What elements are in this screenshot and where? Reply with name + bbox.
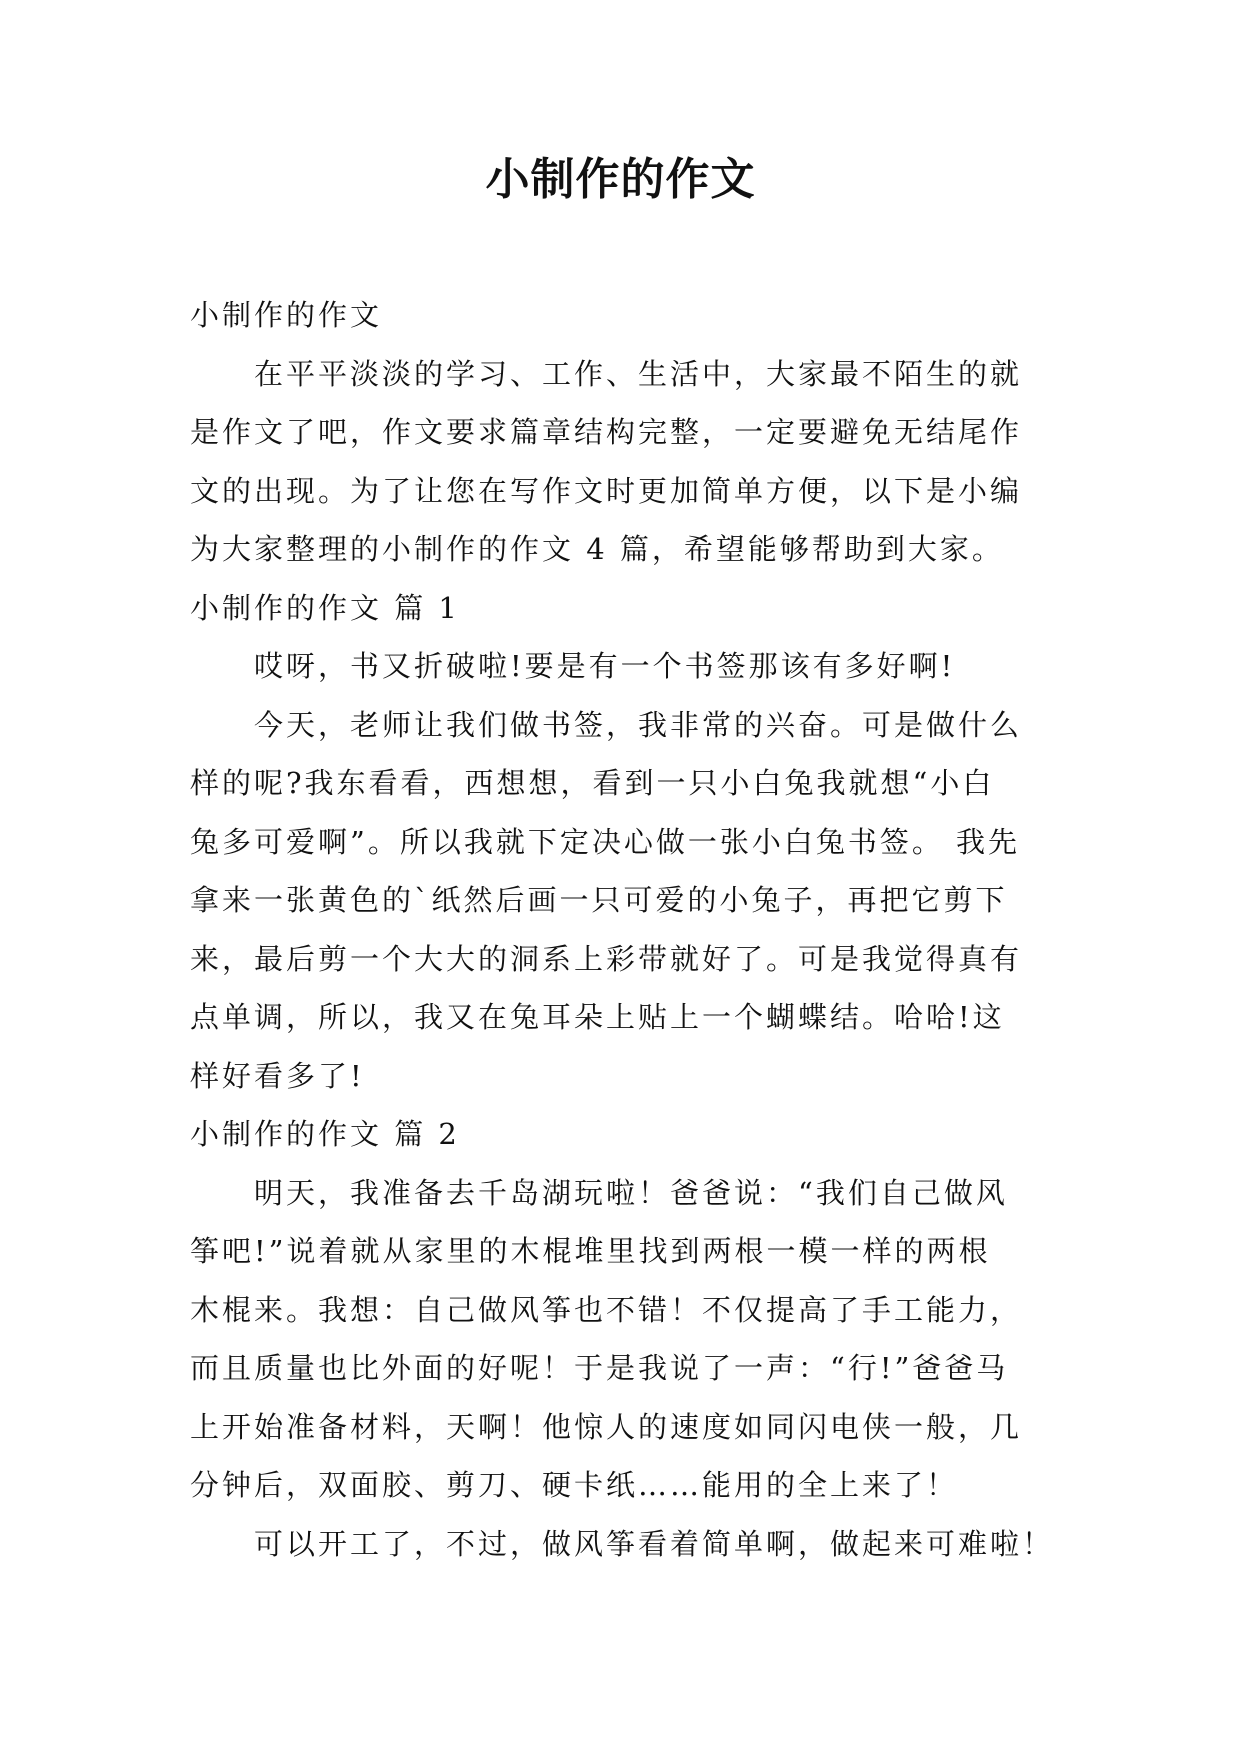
text-line: 点单调，所以，我又在兔耳朵上贴上一个蝴蝶结。哈哈!这 xyxy=(190,1000,1005,1034)
text-line: 是作文了吧，作文要求篇章结构完整，一定要避免无结尾作 xyxy=(190,415,1023,449)
document-title: 小制作的作文 xyxy=(485,154,756,205)
text-line: 小制作的作文 篇 1 xyxy=(190,590,460,625)
text-line: 来，最后剪一个大大的洞系上彩带就好了。可是我觉得真有 xyxy=(190,941,1023,976)
text-line: 分钟后，双面胶、剪刀、硬卡纸……能用的全上来了！ xyxy=(190,1468,959,1502)
text-line: 小制作的作文 篇 2 xyxy=(190,1117,460,1151)
text-line: 筝吧!”说着就从家里的木棍堆里找到两根一模一样的两根 xyxy=(190,1234,991,1268)
text-line: 而且质量也比外面的好呢！于是我说了一声：“行!”爸爸马 xyxy=(190,1351,1009,1385)
text-line: 上开始准备材料，天啊！他惊人的速度如同闪电侠一般，几 xyxy=(190,1409,1023,1444)
text-line: 样的呢?我东看看，西想想，看到一只小白兔我就想“小白 xyxy=(190,766,995,800)
text-line: 明天，我准备去千岛湖玩啦！爸爸说：“我们自己做风 xyxy=(254,1175,1008,1210)
text-line: 样好看多了! xyxy=(190,1058,365,1093)
text-line: 在平平淡淡的学习、工作、生活中，大家最不陌生的就 xyxy=(254,356,1023,391)
text-line: 木棍来。我想：自己做风筝也不错！不仅提高了手工能力， xyxy=(190,1292,1023,1327)
text-line: 拿来一张黄色的`纸然后画一只可爱的小兔子，再把它剪下 xyxy=(190,883,1008,917)
text-line: 今天，老师让我们做书签，我非常的兴奋。可是做什么 xyxy=(254,707,1023,742)
document-body xyxy=(190,286,1055,1573)
text-line: 可以开工了，不过，做风筝看着简单啊，做起来可难啦！ xyxy=(254,1526,1055,1561)
text-line: 哎呀，书又折破啦!要是有一个书签那该有多好啊! xyxy=(254,649,956,683)
text-line: 小制作的作文 xyxy=(190,298,383,332)
text-line: 文的出现。为了让您在写作文时更加简单方便，以下是小编 xyxy=(190,473,1023,508)
text-line: 兔多可爱啊”。所以我就下定决心做一张小白兔书签。 我先 xyxy=(190,824,1021,859)
text-line: 为大家整理的小制作的作文 4 篇，希望能够帮助到大家。 xyxy=(190,532,1004,566)
